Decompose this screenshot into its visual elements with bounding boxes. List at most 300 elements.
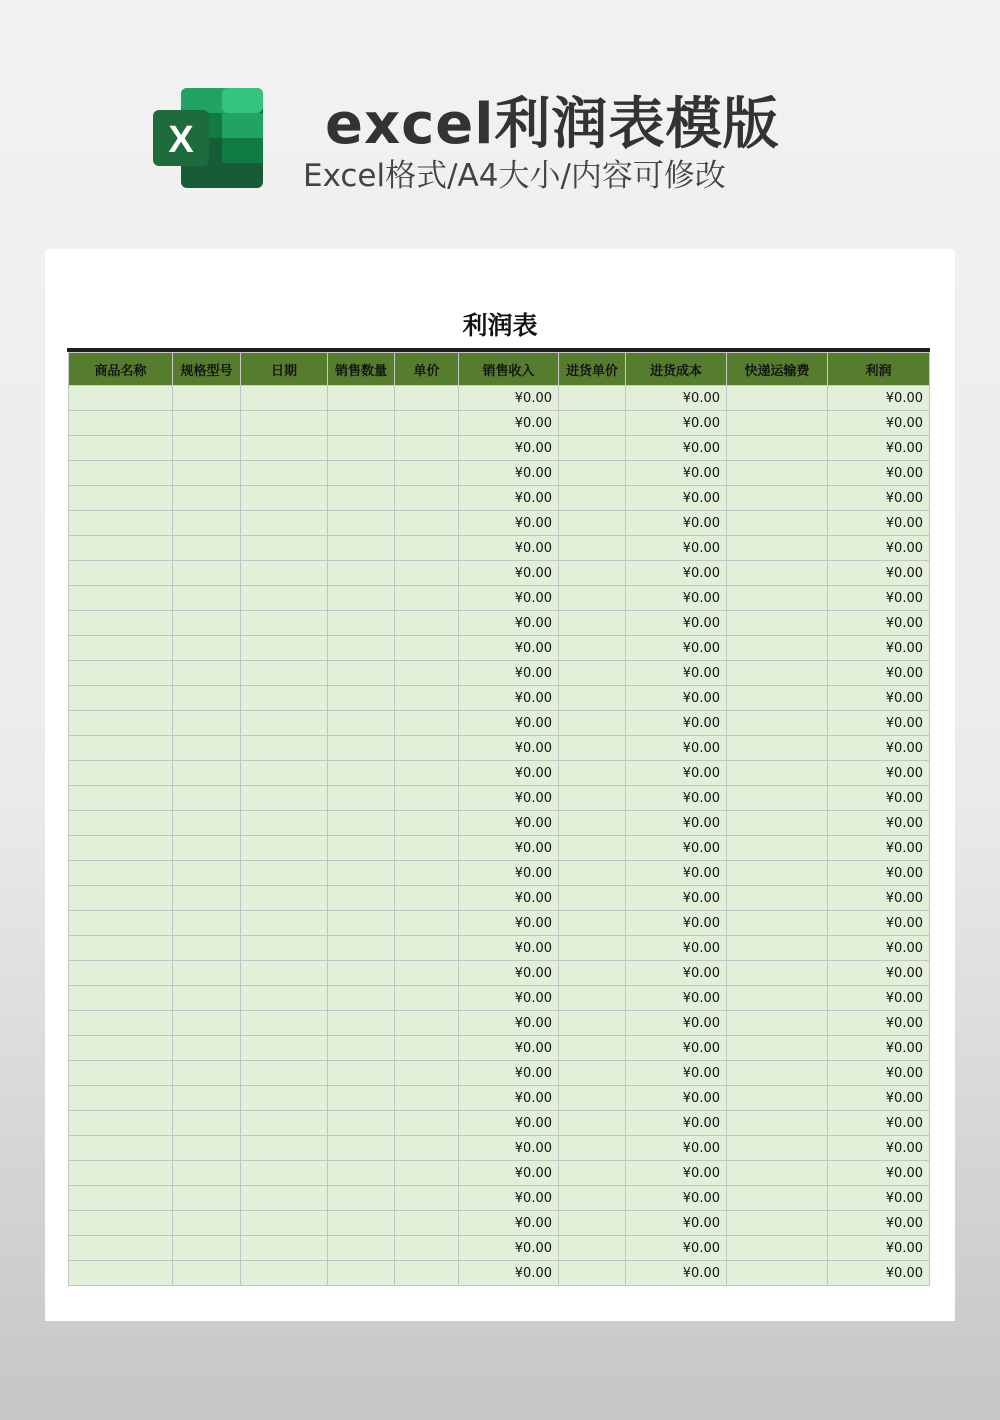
table-cell[interactable]: ¥0.00 (459, 836, 559, 861)
table-cell[interactable] (241, 786, 328, 811)
table-cell[interactable] (69, 536, 173, 561)
table-cell[interactable] (727, 436, 828, 461)
table-cell[interactable] (395, 386, 459, 411)
table-cell[interactable] (241, 1036, 328, 1061)
table-cell[interactable] (241, 436, 328, 461)
table-cell[interactable] (328, 1061, 395, 1086)
table-cell[interactable]: ¥0.00 (626, 1061, 727, 1086)
table-cell[interactable]: ¥0.00 (828, 411, 930, 436)
table-cell[interactable]: ¥0.00 (828, 636, 930, 661)
table-cell[interactable] (395, 486, 459, 511)
table-cell[interactable] (727, 1261, 828, 1286)
table-cell[interactable]: ¥0.00 (626, 986, 727, 1011)
table-cell[interactable] (727, 1236, 828, 1261)
table-cell[interactable]: ¥0.00 (828, 1186, 930, 1211)
table-cell[interactable] (727, 1111, 828, 1136)
table-cell[interactable] (559, 411, 626, 436)
table-cell[interactable]: ¥0.00 (459, 1036, 559, 1061)
table-cell[interactable]: ¥0.00 (828, 736, 930, 761)
table-cell[interactable] (727, 986, 828, 1011)
table-cell[interactable] (559, 786, 626, 811)
table-cell[interactable] (241, 461, 328, 486)
table-cell[interactable]: ¥0.00 (828, 686, 930, 711)
table-cell[interactable] (69, 1036, 173, 1061)
table-cell[interactable] (173, 536, 241, 561)
table-cell[interactable]: ¥0.00 (459, 636, 559, 661)
table-cell[interactable] (727, 936, 828, 961)
table-cell[interactable]: ¥0.00 (626, 686, 727, 711)
table-cell[interactable]: ¥0.00 (828, 861, 930, 886)
column-header[interactable]: 单价 (395, 353, 459, 386)
table-cell[interactable] (173, 961, 241, 986)
table-cell[interactable]: ¥0.00 (828, 1236, 930, 1261)
table-cell[interactable] (69, 811, 173, 836)
table-cell[interactable] (173, 1036, 241, 1061)
table-cell[interactable] (69, 1211, 173, 1236)
column-header[interactable]: 进货成本 (626, 353, 727, 386)
table-cell[interactable]: ¥0.00 (459, 1236, 559, 1261)
table-cell[interactable] (173, 411, 241, 436)
table-cell[interactable]: ¥0.00 (828, 936, 930, 961)
table-cell[interactable] (559, 486, 626, 511)
table-cell[interactable] (328, 561, 395, 586)
table-cell[interactable] (328, 511, 395, 536)
table-cell[interactable] (328, 786, 395, 811)
table-cell[interactable] (328, 1011, 395, 1036)
table-cell[interactable]: ¥0.00 (459, 1111, 559, 1136)
table-cell[interactable] (328, 611, 395, 636)
table-cell[interactable] (727, 686, 828, 711)
table-cell[interactable] (69, 511, 173, 536)
table-cell[interactable]: ¥0.00 (626, 1261, 727, 1286)
table-cell[interactable] (559, 611, 626, 636)
table-cell[interactable] (328, 911, 395, 936)
table-cell[interactable] (241, 1161, 328, 1186)
table-cell[interactable] (727, 1186, 828, 1211)
table-cell[interactable]: ¥0.00 (828, 1111, 930, 1136)
table-cell[interactable]: ¥0.00 (626, 486, 727, 511)
table-cell[interactable] (395, 636, 459, 661)
table-cell[interactable] (559, 1036, 626, 1061)
table-cell[interactable] (241, 836, 328, 861)
table-cell[interactable] (69, 911, 173, 936)
table-cell[interactable] (328, 661, 395, 686)
table-cell[interactable]: ¥0.00 (626, 836, 727, 861)
table-cell[interactable] (395, 411, 459, 436)
table-cell[interactable] (395, 1261, 459, 1286)
table-cell[interactable] (173, 986, 241, 1011)
table-cell[interactable] (328, 411, 395, 436)
table-cell[interactable] (559, 936, 626, 961)
table-cell[interactable] (727, 661, 828, 686)
table-cell[interactable] (727, 461, 828, 486)
table-cell[interactable] (559, 911, 626, 936)
table-cell[interactable] (559, 811, 626, 836)
table-cell[interactable] (69, 886, 173, 911)
table-cell[interactable]: ¥0.00 (626, 586, 727, 611)
table-cell[interactable] (328, 386, 395, 411)
table-cell[interactable]: ¥0.00 (626, 961, 727, 986)
table-cell[interactable] (328, 936, 395, 961)
table-cell[interactable]: ¥0.00 (459, 586, 559, 611)
table-cell[interactable]: ¥0.00 (828, 836, 930, 861)
table-cell[interactable] (241, 761, 328, 786)
table-cell[interactable]: ¥0.00 (626, 436, 727, 461)
table-cell[interactable] (395, 661, 459, 686)
table-cell[interactable] (173, 811, 241, 836)
table-cell[interactable]: ¥0.00 (828, 511, 930, 536)
table-cell[interactable] (395, 911, 459, 936)
table-cell[interactable] (559, 661, 626, 686)
table-cell[interactable]: ¥0.00 (828, 561, 930, 586)
table-cell[interactable] (241, 511, 328, 536)
table-cell[interactable] (727, 761, 828, 786)
table-cell[interactable] (173, 511, 241, 536)
table-cell[interactable] (173, 461, 241, 486)
table-cell[interactable] (173, 886, 241, 911)
table-cell[interactable] (328, 686, 395, 711)
table-cell[interactable] (328, 986, 395, 1011)
table-cell[interactable] (727, 536, 828, 561)
table-cell[interactable] (241, 1086, 328, 1111)
table-cell[interactable] (328, 836, 395, 861)
table-cell[interactable]: ¥0.00 (828, 961, 930, 986)
table-cell[interactable] (727, 1161, 828, 1186)
table-cell[interactable] (69, 436, 173, 461)
table-cell[interactable] (727, 1011, 828, 1036)
table-cell[interactable]: ¥0.00 (626, 811, 727, 836)
table-cell[interactable]: ¥0.00 (828, 1011, 930, 1036)
table-cell[interactable] (559, 986, 626, 1011)
table-cell[interactable] (328, 1261, 395, 1286)
table-cell[interactable] (241, 1136, 328, 1161)
table-cell[interactable] (173, 1261, 241, 1286)
table-cell[interactable] (69, 486, 173, 511)
table-cell[interactable]: ¥0.00 (459, 436, 559, 461)
column-header[interactable]: 利润 (828, 353, 930, 386)
table-cell[interactable]: ¥0.00 (459, 736, 559, 761)
table-cell[interactable] (395, 586, 459, 611)
table-cell[interactable] (727, 1136, 828, 1161)
table-cell[interactable]: ¥0.00 (459, 1161, 559, 1186)
column-header[interactable]: 日期 (241, 353, 328, 386)
table-cell[interactable]: ¥0.00 (828, 611, 930, 636)
table-cell[interactable] (727, 911, 828, 936)
table-cell[interactable]: ¥0.00 (626, 711, 727, 736)
table-cell[interactable] (559, 636, 626, 661)
table-cell[interactable] (559, 711, 626, 736)
table-cell[interactable] (727, 711, 828, 736)
table-cell[interactable]: ¥0.00 (459, 1061, 559, 1086)
table-cell[interactable]: ¥0.00 (459, 411, 559, 436)
table-cell[interactable] (328, 1136, 395, 1161)
table-cell[interactable]: ¥0.00 (626, 1136, 727, 1161)
table-cell[interactable] (173, 561, 241, 586)
table-cell[interactable] (559, 961, 626, 986)
table-cell[interactable] (241, 811, 328, 836)
table-cell[interactable]: ¥0.00 (828, 1261, 930, 1286)
table-cell[interactable] (328, 461, 395, 486)
table-cell[interactable] (69, 836, 173, 861)
table-cell[interactable] (395, 461, 459, 486)
table-cell[interactable]: ¥0.00 (626, 736, 727, 761)
table-cell[interactable] (173, 1011, 241, 1036)
table-cell[interactable] (173, 1061, 241, 1086)
table-cell[interactable] (727, 586, 828, 611)
table-cell[interactable]: ¥0.00 (626, 1211, 727, 1236)
table-cell[interactable]: ¥0.00 (459, 911, 559, 936)
table-cell[interactable]: ¥0.00 (626, 386, 727, 411)
table-cell[interactable] (727, 636, 828, 661)
table-cell[interactable]: ¥0.00 (459, 886, 559, 911)
table-cell[interactable]: ¥0.00 (626, 1236, 727, 1261)
table-cell[interactable] (395, 1136, 459, 1161)
table-cell[interactable] (241, 886, 328, 911)
table-cell[interactable] (727, 736, 828, 761)
table-cell[interactable] (395, 511, 459, 536)
table-cell[interactable] (559, 436, 626, 461)
table-cell[interactable] (241, 1111, 328, 1136)
table-cell[interactable] (395, 1236, 459, 1261)
table-cell[interactable] (727, 836, 828, 861)
table-cell[interactable] (241, 711, 328, 736)
table-cell[interactable]: ¥0.00 (828, 711, 930, 736)
table-cell[interactable] (241, 936, 328, 961)
table-cell[interactable] (69, 1061, 173, 1086)
table-cell[interactable] (241, 411, 328, 436)
table-cell[interactable] (69, 1011, 173, 1036)
table-cell[interactable] (69, 1236, 173, 1261)
column-header[interactable]: 销售数量 (328, 353, 395, 386)
table-cell[interactable] (328, 736, 395, 761)
table-cell[interactable] (395, 436, 459, 461)
table-cell[interactable]: ¥0.00 (459, 861, 559, 886)
table-cell[interactable] (328, 636, 395, 661)
table-cell[interactable] (727, 1061, 828, 1086)
table-cell[interactable] (173, 1236, 241, 1261)
table-cell[interactable] (69, 786, 173, 811)
table-cell[interactable] (241, 986, 328, 1011)
table-cell[interactable]: ¥0.00 (459, 536, 559, 561)
table-cell[interactable]: ¥0.00 (459, 1136, 559, 1161)
table-cell[interactable] (559, 461, 626, 486)
table-cell[interactable]: ¥0.00 (828, 786, 930, 811)
table-cell[interactable] (241, 1186, 328, 1211)
table-cell[interactable] (328, 586, 395, 611)
table-cell[interactable] (559, 1086, 626, 1111)
column-header[interactable]: 商品名称 (69, 353, 173, 386)
table-cell[interactable]: ¥0.00 (626, 561, 727, 586)
table-cell[interactable]: ¥0.00 (828, 486, 930, 511)
table-cell[interactable] (173, 836, 241, 861)
table-cell[interactable] (241, 561, 328, 586)
table-cell[interactable]: ¥0.00 (459, 1011, 559, 1036)
table-cell[interactable] (559, 736, 626, 761)
table-cell[interactable]: ¥0.00 (459, 686, 559, 711)
table-cell[interactable] (173, 586, 241, 611)
table-cell[interactable] (328, 1211, 395, 1236)
table-cell[interactable] (395, 836, 459, 861)
table-cell[interactable]: ¥0.00 (828, 761, 930, 786)
table-cell[interactable]: ¥0.00 (626, 786, 727, 811)
table-cell[interactable] (395, 686, 459, 711)
table-cell[interactable]: ¥0.00 (459, 986, 559, 1011)
table-cell[interactable]: ¥0.00 (626, 886, 727, 911)
table-cell[interactable]: ¥0.00 (459, 761, 559, 786)
table-cell[interactable] (69, 686, 173, 711)
table-cell[interactable]: ¥0.00 (626, 936, 727, 961)
table-cell[interactable]: ¥0.00 (459, 611, 559, 636)
table-cell[interactable]: ¥0.00 (459, 461, 559, 486)
table-cell[interactable]: ¥0.00 (828, 911, 930, 936)
table-cell[interactable] (173, 1161, 241, 1186)
table-cell[interactable] (173, 611, 241, 636)
table-cell[interactable]: ¥0.00 (828, 461, 930, 486)
table-cell[interactable] (727, 886, 828, 911)
table-cell[interactable]: ¥0.00 (828, 1086, 930, 1111)
table-cell[interactable] (727, 611, 828, 636)
table-cell[interactable] (727, 561, 828, 586)
table-cell[interactable] (328, 1086, 395, 1111)
table-cell[interactable] (328, 436, 395, 461)
table-cell[interactable]: ¥0.00 (828, 1036, 930, 1061)
table-cell[interactable] (395, 1161, 459, 1186)
table-cell[interactable] (395, 561, 459, 586)
table-cell[interactable] (328, 761, 395, 786)
table-cell[interactable] (241, 961, 328, 986)
table-cell[interactable] (328, 961, 395, 986)
table-cell[interactable] (173, 1136, 241, 1161)
table-cell[interactable] (727, 1211, 828, 1236)
table-cell[interactable] (173, 1186, 241, 1211)
column-header[interactable]: 进货单价 (559, 353, 626, 386)
table-cell[interactable] (173, 436, 241, 461)
table-cell[interactable]: ¥0.00 (626, 1036, 727, 1061)
table-cell[interactable] (559, 1236, 626, 1261)
table-cell[interactable] (395, 811, 459, 836)
table-cell[interactable] (395, 611, 459, 636)
table-cell[interactable] (173, 661, 241, 686)
table-cell[interactable] (328, 811, 395, 836)
table-cell[interactable]: ¥0.00 (459, 711, 559, 736)
table-cell[interactable] (328, 486, 395, 511)
table-cell[interactable] (395, 1111, 459, 1136)
table-cell[interactable] (559, 1211, 626, 1236)
table-cell[interactable] (241, 586, 328, 611)
table-cell[interactable] (395, 761, 459, 786)
table-cell[interactable] (173, 686, 241, 711)
table-cell[interactable] (328, 1036, 395, 1061)
table-cell[interactable]: ¥0.00 (828, 886, 930, 911)
table-cell[interactable]: ¥0.00 (828, 1161, 930, 1186)
table-cell[interactable] (559, 761, 626, 786)
table-cell[interactable] (559, 561, 626, 586)
table-cell[interactable]: ¥0.00 (626, 536, 727, 561)
table-cell[interactable] (727, 1036, 828, 1061)
table-cell[interactable]: ¥0.00 (828, 1211, 930, 1236)
table-cell[interactable] (395, 1061, 459, 1086)
table-cell[interactable] (727, 786, 828, 811)
table-cell[interactable] (559, 586, 626, 611)
table-cell[interactable]: ¥0.00 (626, 636, 727, 661)
table-cell[interactable] (173, 1111, 241, 1136)
table-cell[interactable] (328, 536, 395, 561)
table-cell[interactable] (241, 1011, 328, 1036)
table-cell[interactable] (559, 836, 626, 861)
table-cell[interactable] (559, 386, 626, 411)
table-cell[interactable]: ¥0.00 (626, 411, 727, 436)
table-cell[interactable] (559, 1161, 626, 1186)
table-cell[interactable] (69, 461, 173, 486)
table-cell[interactable] (727, 486, 828, 511)
table-cell[interactable] (559, 536, 626, 561)
table-cell[interactable] (328, 1111, 395, 1136)
table-cell[interactable]: ¥0.00 (626, 1086, 727, 1111)
table-cell[interactable] (241, 536, 328, 561)
table-cell[interactable] (559, 886, 626, 911)
table-cell[interactable] (395, 1186, 459, 1211)
table-cell[interactable] (69, 736, 173, 761)
table-cell[interactable] (395, 536, 459, 561)
table-cell[interactable] (173, 1211, 241, 1236)
table-cell[interactable]: ¥0.00 (626, 1011, 727, 1036)
table-cell[interactable] (173, 711, 241, 736)
table-cell[interactable] (69, 1086, 173, 1111)
table-cell[interactable] (395, 1086, 459, 1111)
table-cell[interactable]: ¥0.00 (459, 386, 559, 411)
table-cell[interactable]: ¥0.00 (626, 761, 727, 786)
table-cell[interactable] (241, 661, 328, 686)
table-cell[interactable]: ¥0.00 (459, 1211, 559, 1236)
table-cell[interactable] (395, 886, 459, 911)
table-cell[interactable]: ¥0.00 (828, 661, 930, 686)
table-cell[interactable]: ¥0.00 (828, 811, 930, 836)
table-cell[interactable] (559, 1186, 626, 1211)
table-cell[interactable] (395, 1011, 459, 1036)
table-cell[interactable] (69, 611, 173, 636)
table-cell[interactable]: ¥0.00 (459, 661, 559, 686)
table-cell[interactable] (241, 736, 328, 761)
table-cell[interactable] (395, 936, 459, 961)
column-header[interactable]: 规格型号 (173, 353, 241, 386)
table-cell[interactable] (241, 486, 328, 511)
table-cell[interactable]: ¥0.00 (828, 436, 930, 461)
table-cell[interactable]: ¥0.00 (459, 1186, 559, 1211)
table-cell[interactable]: ¥0.00 (459, 786, 559, 811)
table-cell[interactable] (241, 861, 328, 886)
table-cell[interactable] (395, 736, 459, 761)
table-cell[interactable]: ¥0.00 (626, 911, 727, 936)
table-cell[interactable] (559, 686, 626, 711)
table-cell[interactable] (559, 1136, 626, 1161)
table-cell[interactable]: ¥0.00 (459, 561, 559, 586)
table-cell[interactable] (559, 511, 626, 536)
table-cell[interactable]: ¥0.00 (626, 861, 727, 886)
table-cell[interactable] (173, 1086, 241, 1111)
table-cell[interactable] (69, 986, 173, 1011)
table-cell[interactable] (559, 1011, 626, 1036)
table-cell[interactable] (328, 886, 395, 911)
table-cell[interactable] (241, 1061, 328, 1086)
table-cell[interactable]: ¥0.00 (828, 986, 930, 1011)
table-cell[interactable] (727, 511, 828, 536)
table-cell[interactable] (69, 386, 173, 411)
table-cell[interactable] (173, 636, 241, 661)
table-cell[interactable]: ¥0.00 (626, 1186, 727, 1211)
table-cell[interactable]: ¥0.00 (828, 1061, 930, 1086)
table-cell[interactable] (727, 861, 828, 886)
table-cell[interactable] (727, 411, 828, 436)
